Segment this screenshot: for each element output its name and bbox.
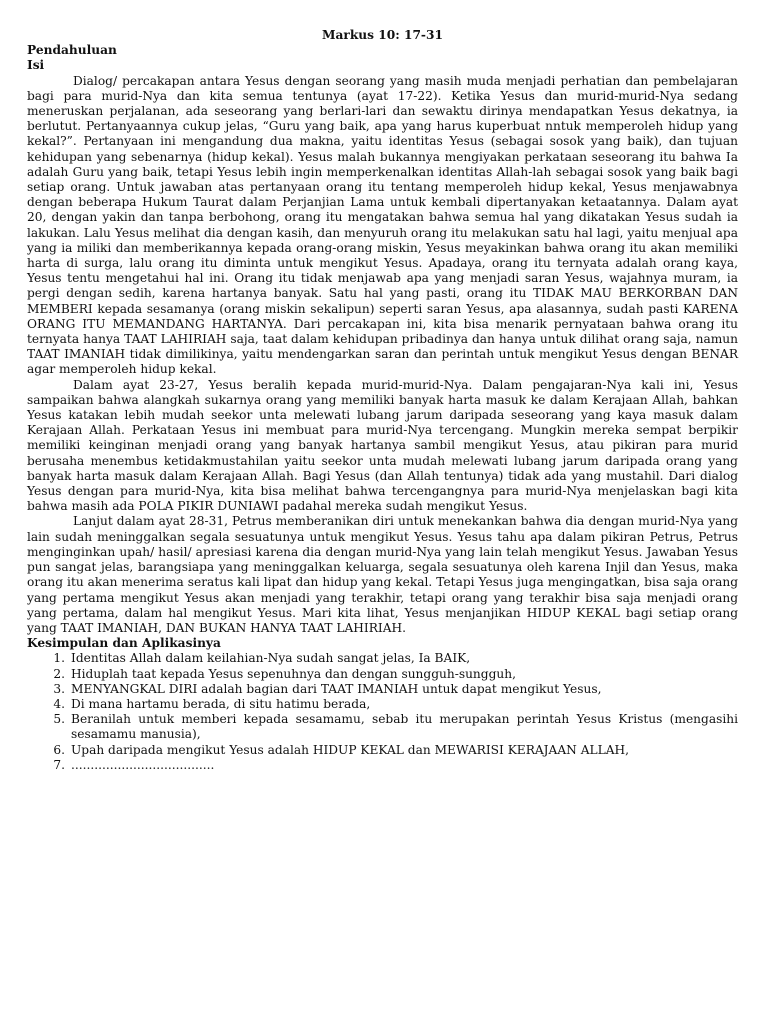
list-item bbox=[27, 667, 738, 682]
list-item-text: Identitas Allah dalam keilahian-Nya sudah sangat jelas, Ia BAIK, bbox=[71, 651, 471, 666]
document-title: Markus 10: 17-31 bbox=[322, 28, 443, 42]
list-item-text: Upah daripada mengikut Yesus adalah HIDUP KEKAL dan MEWARISI KERAJAAN ALLAH, bbox=[71, 742, 629, 757]
list-item-text: ..................................... bbox=[71, 757, 215, 772]
list-item-text: Di mana hartamu berada, di situ hatimu berada, bbox=[71, 696, 371, 711]
conclusion-list bbox=[27, 651, 738, 773]
list-item-number: 3. bbox=[53, 681, 65, 696]
list-item bbox=[27, 743, 738, 758]
list-item-number: 5. bbox=[53, 712, 65, 727]
list-item-text: Beranilah untuk memberi kepada sesamamu, sebab itu merupakan perintah Yesus Kristus (mengasihi sesamamu manusia), bbox=[71, 712, 738, 742]
heading-introduction: Pendahuluan bbox=[27, 43, 117, 58]
list-item bbox=[27, 682, 738, 697]
list-item-text: MENYANGKAL DIRI adalah bagian dari TAAT IMANIAH untuk dapat mengikut Yesus, bbox=[71, 681, 602, 696]
heading-body: Isi bbox=[27, 58, 45, 73]
paragraph-3: Lanjut dalam ayat 28-31, Petrus memberanikan diri untuk menekankan bahwa dia dengan murid-Nya yang lain sudah meninggalkan segala sesuatunya untuk mengikut Yesus. Yesus tahu apa dalam pikiran Petrus, Petrus menginginkan upah/ hasil/ apresiasi karena dia dengan murid-Nya yang lain telah mengikut Yesus. Jawaban Yesus pun sangat jelas, barangsiapa yang meninggalkan keluarga, segala sesuatunya oleh karena Injil dan Yesus, maka orang itu akan menerima seratus kali lipat dan hidup yang kekal. Tetapi Yesus juga mengingatkan, bisa saja orang yang pertama mengikut Yesus akan menjadi yang terakhir, tetapi orang yang terakhir bisa saja menjadi orang yang pertama, dalam hal mengikut Yesus. Mari kita lihat, Yesus menjanjikan HIDUP KEKAL bagi setiap orang yang TAAT IMANIAH, DAN BUKAN HANYA TAAT LAHIRIAH. bbox=[27, 514, 738, 635]
paragraph-1: Dialog/ percakapan antara Yesus dengan seorang yang masih muda menjadi perhatian dan pembelajaran bagi para murid-Nya dan kita semua tentunya (ayat 17-22). Ketika Yesus dan murid-murid-Nya sedang meneruskan perjalanan, ada seseorang yang berlari-lari dan sewaktu dirinya mendapatkan Yesus dekatnya, ia berlutut. Pertanyaannya cukup jelas, “Guru yang baik, apa yang harus kuperbuat nntuk memperoleh hidup yang kekal?”. Pertanyaan ini mengandung dua makna, yaitu identitas Yesus (sebagai sosok yang baik), dan tujuan kehidupan yang sebenarnya (hidup kekal). Yesus malah bukannya mengiyakan perkataan seseorang itu bahwa Ia adalah Guru yang baik, tetapi Yesus lebih ingin memperkenalkan identitas Allah-lah sebagai sosok yang baik bagi setiap orang. Untuk jawaban atas pertanyaan orang itu tentang memperoleh hidup kekal, Yesus menjawabnya dengan beberapa Hukum Taurat dalam Perjanjian Lama untuk kembali dipertanyakan ketaatannya. Dalam ayat 20, dengan yakin dan tanpa berbohong, orang itu mengatakan bahwa semua hal yang dikatakan Yesus sudah ia lakukan. Lalu Yesus melihat dia dengan kasih, dan menyuruh orang itu melakukan satu hal lagi, yaitu menjual apa yang ia miliki dan memberikannya kepada orang-orang miskin, Yesus meyakinkan bahwa orang itu akan memiliki harta di surga, lalu orang itu diminta untuk mengikut Yesus. Apadaya, orang itu ternyata adalah orang kaya, Yesus tentu mengetahui hal ini. Orang itu tidak menjawab apa yang menjadi saran Yesus, wajahnya muram, ia pergi dengan sedih, karena hartanya banyak. Satu hal yang pasti, orang itu TIDAK MAU BERKORBAN DAN MEMBERI kepada sesamanya (orang miskin sekalipun) seperti saran Yesus, apa alasannya, sudah pasti KARENA ORANG ITU MEMANDANG HARTANYA. Dari percakapan ini, kita bisa menarik pernyataan bahwa orang itu ternyata hanya TAAT LAHIRIAH saja, taat dalam kehidupan pribadinya dan hanya untuk dilihat orang saja, namun TAAT IMANIAH tidak dimilikinya, yaitu mendengarkan saran dan perintah untuk mengikut Yesus dengan BENAR agar memperoleh hidup kekal. bbox=[27, 73, 738, 377]
list-item-number: 7. bbox=[53, 757, 65, 772]
list-item-number: 4. bbox=[53, 696, 65, 711]
heading-conclusion: Kesimpulan dan Aplikasinya bbox=[27, 636, 221, 651]
list-item-text: Hiduplah taat kepada Yesus sepenuhnya dan dengan sungguh-sungguh, bbox=[71, 666, 516, 681]
document-page bbox=[27, 28, 738, 773]
list-item-number: 2. bbox=[53, 666, 65, 681]
list-item-number: 6. bbox=[53, 742, 65, 757]
list-item bbox=[27, 651, 738, 666]
paragraph-2: Dalam ayat 23-27, Yesus beralih kepada murid-murid-Nya. Dalam pengajaran-Nya kali ini, Yesus sampaikan bahwa alangkah sukarnya orang yang memiliki banyak harta masuk ke dalam Kerajaan Allah, bahkan Yesus katakan lebih mudah seekor unta melewati lubang jarum daripada seseorang yang kaya masuk dalam Kerajaan Allah. Perkataan Yesus ini membuat para murid-Nya tercengang. Mungkin mereka sempat berpikir memiliki keinginan menjadi orang yang banyak hartanya sambil mengikut Yesus, atau pikiran para murid berusaha menembus ketidakmustahilan yaitu seekor unta mudah melewati lubang jarum daripada orang yang banyak harta masuk dalam Kerajaan Allah. Bagi Yesus (dan Allah tentunya) tidak ada yang mustahil. Dari dialog Yesus dengan para murid-Nya, kita bisa melihat bahwa tercengangnya para murid-Nya menjelaskan bagi kita bahwa masih ada POLA PIKIR DUNIAWI padahal mereka sudah mengikut Yesus. bbox=[27, 377, 738, 514]
list-item bbox=[27, 712, 738, 742]
list-item bbox=[27, 697, 738, 712]
list-item bbox=[27, 758, 738, 773]
list-item-number: 1. bbox=[53, 651, 65, 666]
